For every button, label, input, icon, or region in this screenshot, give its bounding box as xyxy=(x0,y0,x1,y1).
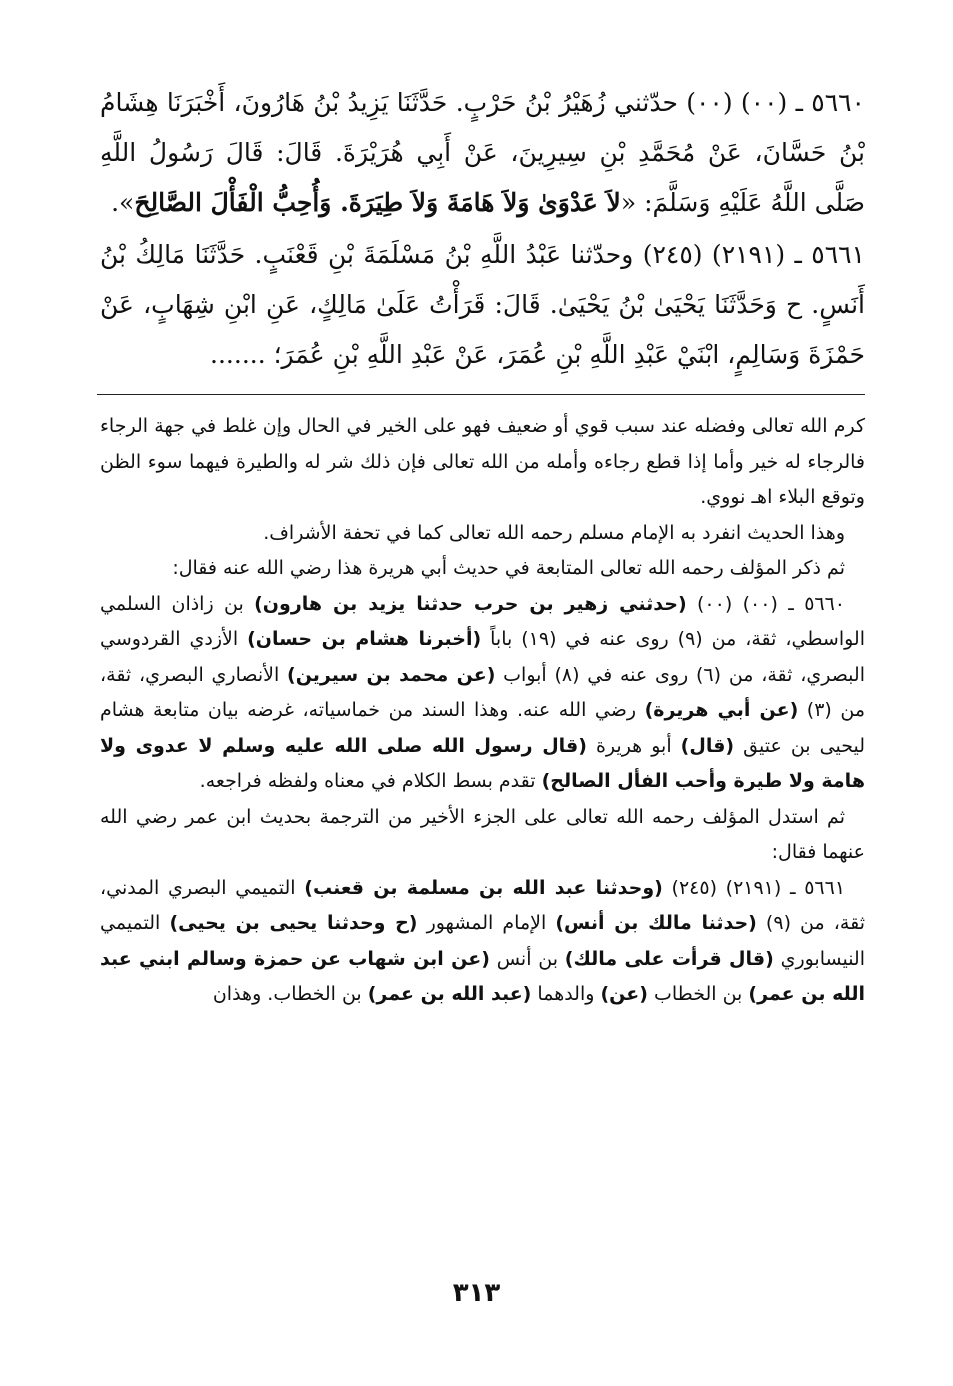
bold-text-run: (حدثني زهير بن حرب حدثنا يزيد بن هارون) xyxy=(254,592,687,615)
commentary-paragraph-2 xyxy=(100,516,865,552)
text-run: التميمي النيسابوري xyxy=(100,912,865,970)
commentary-paragraph-6 xyxy=(100,871,865,1013)
text-run: كرم الله تعالى وفضله عند سبب قوي أو ضعيف فهو على الخير في الحال وإن غلط في جهة الرجاء فالرجاء له خير وأما إذا قطع رجاءه وأمله من الله تعالى فإن ذلك شر له والطيرة فيهما سوء الظن وتوقع البلاء اهـ نووي. xyxy=(100,415,865,508)
text-run: ٥٦٦١ ـ (٢١٩١) (٢٤٥) xyxy=(662,876,846,899)
bold-text-run: (وحدثنا عبد الله بن مسلمة بن قعنب) xyxy=(304,876,663,899)
text-run: بن أنس xyxy=(489,947,565,970)
text-run: ٥٦٦١ ـ (٢١٩١) (٢٤٥) وحدّثنا عَبْدُ اللَّهِ بْنُ مَسْلَمَةَ بْنِ قَعْنَبٍ. حَدَّثَنَا مَالِكُ بْنُ أَنَسٍ. ح وَحَدَّثَنَا يَحْيَىٰ بْنُ يَحْيَىٰ. قَالَ: قَرَأْتُ عَلَىٰ مَالِكٍ، عَنِ ابْنِ شِهَابٍ، عَنْ حَمْزَةَ وَسَالِمٍ، ابْنَيْ عَبْدِ اللَّهِ بْنِ عُمَرَ، عَنْ عَبْدِ اللَّهِ بْنِ عُمَرَ؛ ....... xyxy=(100,240,865,369)
bold-text-run: (حدثنا مالك بن أنس) xyxy=(555,912,757,934)
commentary-paragraph-1 xyxy=(100,409,865,516)
bold-text-run: (قال قرأت على مالك) xyxy=(564,947,774,970)
text-run: أبو هريرة xyxy=(586,734,681,757)
text-run: تقدم بسط الكلام في معناه ولفظه فراجعه. xyxy=(199,770,542,792)
bold-text-run: (قال رسول الله صلى الله عليه وسلم لا عدوى ولا هامة ولا طيرة وأحب الفأل الصالح) xyxy=(100,734,865,792)
bold-text-run: (عن ابن شهاب عن حمزة وسالم ابني عبد الله بن عمر) xyxy=(100,947,865,1005)
bold-text-run: (عن محمد بن سيرين) xyxy=(287,663,496,686)
text-run: ». xyxy=(111,188,135,217)
text-run: ٥٦٦٠ ـ (٠٠) (٠٠) حدّثني زُهَيْرُ بْنُ حَرْبٍ. حَدَّثَنَا يَزِيدُ بْنُ هَارُونَ، أَخْبَرَنَا هِشَامُ بْنُ حَسَّانَ، عَنْ مُحَمَّدِ بْنِ سِيرِينَ، عَنْ أَبِي هُرَيْرَةَ. قَالَ: قَالَ رَسُولُ اللَّهِ صَلَّى اللَّهُ عَلَيْهِ وَسَلَّمَ: « xyxy=(100,88,865,217)
text-run: بن الخطاب. وهذان xyxy=(212,983,368,1005)
bold-text-run: (قال) xyxy=(680,734,735,757)
bold-text-run: (أخبرنا هشام بن حسان) xyxy=(247,628,482,650)
text-run: ثم ذكر المؤلف رحمه الله تعالى المتابعة في حديث أبي هريرة هذا رضي الله عنه فقال: xyxy=(172,557,845,579)
text-run: التميمي البصري المدني، ثقة، من (٩) xyxy=(100,876,866,934)
text-run: الأنصاري البصري، ثقة، من (٣) xyxy=(100,663,866,721)
page-body xyxy=(100,78,865,1013)
bold-text-run: (ح وحدثنا يحيى بن يحيى) xyxy=(169,912,418,934)
bold-text-run: (عبد الله بن عمر) xyxy=(367,983,532,1005)
commentary-paragraph-5 xyxy=(100,800,865,871)
bold-text-run: (عن أبي هريرة) xyxy=(644,699,799,721)
page-number: ٣١٣ xyxy=(452,1278,501,1308)
commentary-paragraph-3 xyxy=(100,551,865,587)
text-run: الإمام المشهور xyxy=(417,912,556,934)
text-run: بن زاذان السلمي الواسطي، ثقة، من (٩) روى عنه في (١٩) باباً xyxy=(100,592,866,650)
bold-text-run: (عن) xyxy=(600,983,648,1005)
text-run: والدهما xyxy=(531,983,601,1005)
text-run: ثم استدل المؤلف رحمه الله تعالى على الجزء الأخير من الترجمة بحديث ابن عمر رضي الله عنهما فقال: xyxy=(100,805,865,863)
hadith-5661 xyxy=(100,230,865,380)
text-run: بن الخطاب xyxy=(647,983,749,1005)
text-run: وهذا الحديث انفرد به الإمام مسلم رحمه الله تعالى كما في تحفة الأشراف. xyxy=(263,521,845,544)
footnote-separator xyxy=(97,394,865,395)
text-run: رضي الله عنه. وهذا السند من خماسياته، غرضه بيان متابعة هشام ليحيى بن عتيق xyxy=(100,699,865,757)
hadith-5660 xyxy=(100,78,865,228)
text-run: ٥٦٦٠ ـ (٠٠) (٠٠) xyxy=(686,592,846,615)
commentary-paragraph-4 xyxy=(100,587,865,800)
text-run: الأزدي القردوسي البصري، ثقة، من (٦) روى عنه في (٨) أبواب xyxy=(100,628,865,686)
bold-text-run: لاَ عَدْوَىٰ وَلاَ هَامَةَ وَلاَ طِيَرَةَ. وَأُحِبُّ الْفَأْلَ الصَّالِحَ xyxy=(134,188,621,217)
